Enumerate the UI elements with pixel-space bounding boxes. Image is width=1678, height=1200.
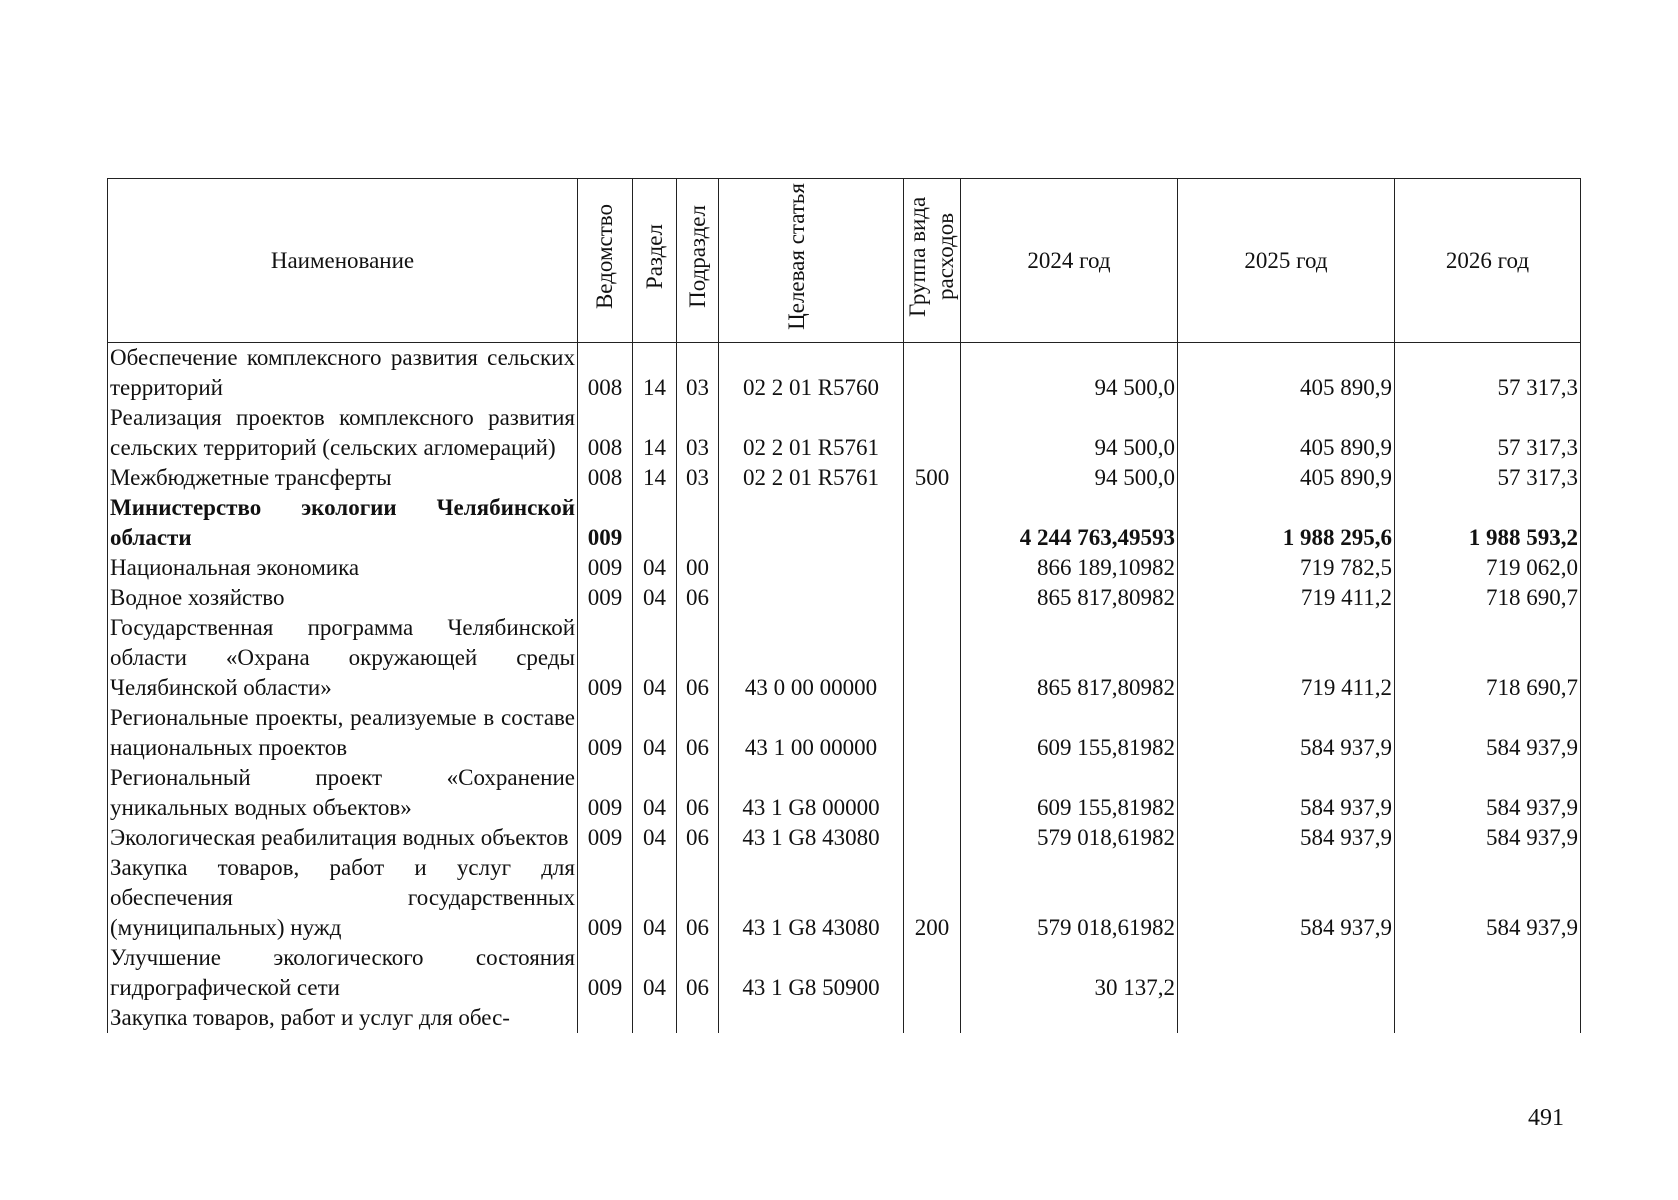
row-2026: 57 317,3 bbox=[1395, 463, 1581, 493]
row-dept: 009 bbox=[578, 853, 633, 943]
row-exp-group: 500 bbox=[904, 463, 961, 493]
row-2026: 719 062,0 bbox=[1395, 553, 1581, 583]
row-2025: 405 890,9 bbox=[1178, 403, 1395, 463]
row-2025: 719 411,2 bbox=[1178, 613, 1395, 703]
row-2025: 405 890,9 bbox=[1178, 343, 1395, 404]
row-2024: 579 018,61982 bbox=[961, 853, 1178, 943]
row-2026: 57 317,3 bbox=[1395, 403, 1581, 463]
row-subsection bbox=[677, 493, 719, 553]
row-target bbox=[719, 1003, 904, 1033]
row-subsection: 06 bbox=[677, 763, 719, 823]
row-exp-group bbox=[904, 343, 961, 404]
table-row bbox=[108, 853, 1581, 943]
row-dept: 008 bbox=[578, 463, 633, 493]
row-dept: 009 bbox=[578, 583, 633, 613]
row-subsection: 03 bbox=[677, 403, 719, 463]
row-2026: 584 937,9 bbox=[1395, 763, 1581, 823]
header-2026: 2026 год bbox=[1395, 179, 1581, 343]
row-target bbox=[719, 493, 904, 553]
row-2026: 584 937,9 bbox=[1395, 823, 1581, 853]
row-2025 bbox=[1178, 943, 1395, 1003]
row-section: 04 bbox=[633, 943, 677, 1003]
row-section: 04 bbox=[633, 823, 677, 853]
row-dept: 009 bbox=[578, 823, 633, 853]
row-name: Региональные проекты, реализуемые в составе национальных проектов bbox=[108, 703, 578, 763]
row-target: 43 0 00 00000 bbox=[719, 613, 904, 703]
header-subsection: Подраздел bbox=[677, 179, 719, 343]
table-row bbox=[108, 1003, 1581, 1033]
row-exp-group bbox=[904, 763, 961, 823]
row-2026 bbox=[1395, 1003, 1581, 1033]
row-subsection: 03 bbox=[677, 463, 719, 493]
row-exp-group bbox=[904, 703, 961, 763]
row-section: 04 bbox=[633, 613, 677, 703]
header-dept: Ведомство bbox=[578, 179, 633, 343]
table-header-row bbox=[108, 179, 1581, 343]
row-2026 bbox=[1395, 943, 1581, 1003]
row-exp-group bbox=[904, 493, 961, 553]
row-dept bbox=[578, 1003, 633, 1033]
row-target: 02 2 01 R5761 bbox=[719, 463, 904, 493]
table-body bbox=[108, 343, 1581, 1034]
row-section: 04 bbox=[633, 583, 677, 613]
row-2024: 579 018,61982 bbox=[961, 823, 1178, 853]
row-section: 04 bbox=[633, 763, 677, 823]
row-name: Водное хозяйство bbox=[108, 583, 578, 613]
row-name: Государственная программа Челябинской области «Охрана окружающей среды Челябинской области» bbox=[108, 613, 578, 703]
header-2025: 2025 год bbox=[1178, 179, 1395, 343]
row-dept: 009 bbox=[578, 553, 633, 583]
row-2025: 584 937,9 bbox=[1178, 823, 1395, 853]
row-subsection: 06 bbox=[677, 823, 719, 853]
row-2026: 1 988 593,2 bbox=[1395, 493, 1581, 553]
row-dept: 008 bbox=[578, 343, 633, 404]
row-2026: 718 690,7 bbox=[1395, 583, 1581, 613]
row-section: 14 bbox=[633, 343, 677, 404]
table-row bbox=[108, 343, 1581, 404]
budget-table bbox=[107, 178, 1581, 1033]
row-exp-group bbox=[904, 1003, 961, 1033]
row-subsection: 06 bbox=[677, 943, 719, 1003]
table-row bbox=[108, 553, 1581, 583]
row-2026: 57 317,3 bbox=[1395, 343, 1581, 404]
row-2025: 584 937,9 bbox=[1178, 853, 1395, 943]
row-2025: 405 890,9 bbox=[1178, 463, 1395, 493]
row-name: Министерство экологии Челябинской области bbox=[108, 493, 578, 553]
row-dept: 009 bbox=[578, 493, 633, 553]
row-target: 43 1 G8 50900 bbox=[719, 943, 904, 1003]
row-dept: 008 bbox=[578, 403, 633, 463]
row-2025: 584 937,9 bbox=[1178, 763, 1395, 823]
row-2024: 609 155,81982 bbox=[961, 703, 1178, 763]
row-exp-group bbox=[904, 553, 961, 583]
row-target bbox=[719, 553, 904, 583]
row-subsection bbox=[677, 1003, 719, 1033]
row-dept: 009 bbox=[578, 703, 633, 763]
row-subsection: 00 bbox=[677, 553, 719, 583]
header-target: Целевая статья bbox=[719, 179, 904, 343]
table-row bbox=[108, 613, 1581, 703]
row-dept: 009 bbox=[578, 943, 633, 1003]
page-number: 491 bbox=[1528, 1105, 1564, 1131]
row-2025 bbox=[1178, 1003, 1395, 1033]
row-section: 14 bbox=[633, 463, 677, 493]
row-2024: 30 137,2 bbox=[961, 943, 1178, 1003]
row-name: Закупка товаров, работ и услуг для обес- bbox=[108, 1003, 578, 1033]
row-exp-group bbox=[904, 613, 961, 703]
table-row bbox=[108, 763, 1581, 823]
row-section: 14 bbox=[633, 403, 677, 463]
table-row bbox=[108, 493, 1581, 553]
table-row bbox=[108, 463, 1581, 493]
row-section: 04 bbox=[633, 703, 677, 763]
row-2024: 94 500,0 bbox=[961, 403, 1178, 463]
row-exp-group bbox=[904, 823, 961, 853]
row-name: Межбюджетные трансферты bbox=[108, 463, 578, 493]
row-name: Региональный проект «Сохранение уникальных водных объектов» bbox=[108, 763, 578, 823]
row-2025: 719 782,5 bbox=[1178, 553, 1395, 583]
row-name: Экологическая реабилитация водных объектов bbox=[108, 823, 578, 853]
row-target: 02 2 01 R5761 bbox=[719, 403, 904, 463]
row-section: 04 bbox=[633, 553, 677, 583]
row-2025: 719 411,2 bbox=[1178, 583, 1395, 613]
header-section: Раздел bbox=[633, 179, 677, 343]
table-row bbox=[108, 703, 1581, 763]
row-dept: 009 bbox=[578, 763, 633, 823]
row-2024: 865 817,80982 bbox=[961, 613, 1178, 703]
row-target: 43 1 G8 43080 bbox=[719, 823, 904, 853]
row-subsection: 03 bbox=[677, 343, 719, 404]
row-name: Обеспечение комплексного развития сельских территорий bbox=[108, 343, 578, 404]
row-subsection: 06 bbox=[677, 613, 719, 703]
row-target: 02 2 01 R5760 bbox=[719, 343, 904, 404]
row-2024: 4 244 763,49593 bbox=[961, 493, 1178, 553]
row-target: 43 1 G8 43080 bbox=[719, 853, 904, 943]
row-subsection: 06 bbox=[677, 703, 719, 763]
row-section bbox=[633, 1003, 677, 1033]
table-row bbox=[108, 943, 1581, 1003]
row-subsection: 06 bbox=[677, 853, 719, 943]
table-row bbox=[108, 403, 1581, 463]
row-section: 04 bbox=[633, 853, 677, 943]
row-name: Улучшение экологического состояния гидрографической сети bbox=[108, 943, 578, 1003]
row-target bbox=[719, 583, 904, 613]
row-2024: 609 155,81982 bbox=[961, 763, 1178, 823]
header-exp-group: Группа вида расходов bbox=[904, 179, 961, 343]
row-2024: 866 189,10982 bbox=[961, 553, 1178, 583]
row-section bbox=[633, 493, 677, 553]
row-2024 bbox=[961, 1003, 1178, 1033]
row-target: 43 1 00 00000 bbox=[719, 703, 904, 763]
row-name: Закупка товаров, работ и услуг для обеспечения государственных (муниципальных) нужд bbox=[108, 853, 578, 943]
row-exp-group bbox=[904, 583, 961, 613]
row-2026: 584 937,9 bbox=[1395, 853, 1581, 943]
header-2024: 2024 год bbox=[961, 179, 1178, 343]
row-exp-group: 200 bbox=[904, 853, 961, 943]
table-row bbox=[108, 583, 1581, 613]
row-dept: 009 bbox=[578, 613, 633, 703]
row-exp-group bbox=[904, 943, 961, 1003]
row-2025: 1 988 295,6 bbox=[1178, 493, 1395, 553]
row-name: Национальная экономика bbox=[108, 553, 578, 583]
row-2024: 94 500,0 bbox=[961, 463, 1178, 493]
row-subsection: 06 bbox=[677, 583, 719, 613]
header-name: Наименование bbox=[108, 179, 578, 343]
row-exp-group bbox=[904, 403, 961, 463]
row-2024: 94 500,0 bbox=[961, 343, 1178, 404]
row-2026: 718 690,7 bbox=[1395, 613, 1581, 703]
row-target: 43 1 G8 00000 bbox=[719, 763, 904, 823]
row-name: Реализация проектов комплексного развития сельских территорий (сельских агломераций) bbox=[108, 403, 578, 463]
row-2025: 584 937,9 bbox=[1178, 703, 1395, 763]
row-2024: 865 817,80982 bbox=[961, 583, 1178, 613]
table-row bbox=[108, 823, 1581, 853]
row-2026: 584 937,9 bbox=[1395, 703, 1581, 763]
